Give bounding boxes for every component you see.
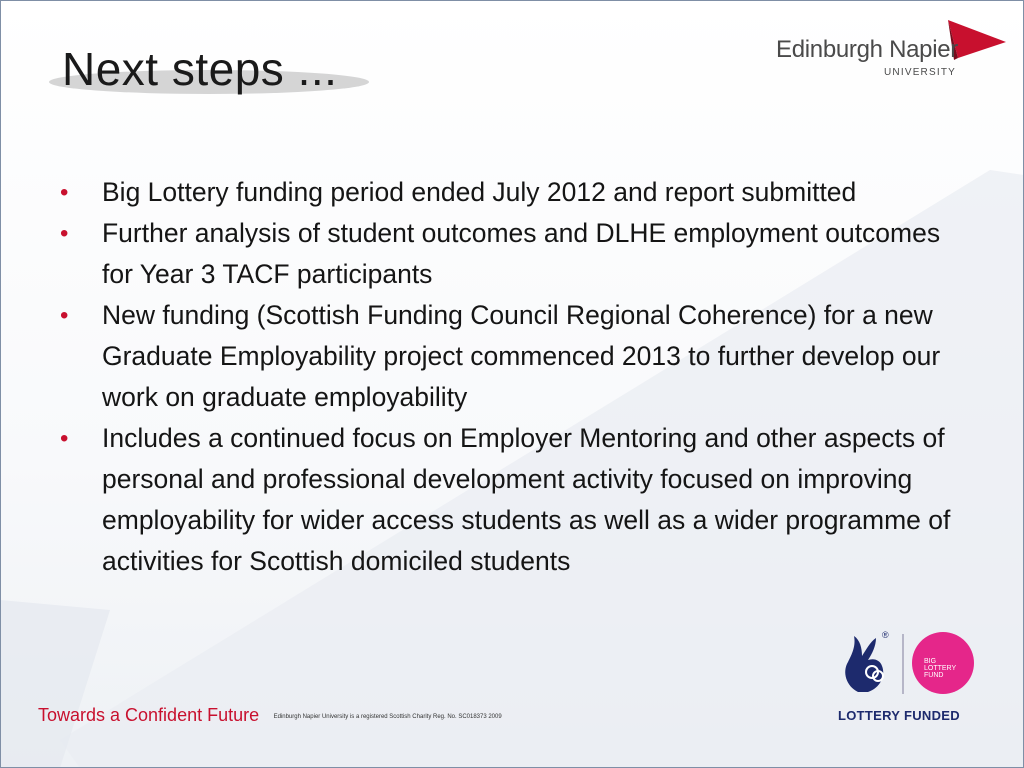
- footer: [38, 705, 502, 726]
- big-lottery-fund-text: [924, 658, 968, 679]
- fund-line-3: FUND: [924, 672, 944, 679]
- bullet-item: [58, 418, 978, 582]
- bullet-dot-icon: •: [60, 302, 69, 329]
- slide-title: Next steps ...: [62, 43, 338, 95]
- bullet-item: [58, 295, 978, 418]
- crossed-fingers-icon: [836, 628, 900, 698]
- bullet-text: Big Lottery funding period ended July 2012 and report submitted: [102, 177, 857, 207]
- university-logo: [772, 20, 1008, 90]
- registered-mark: ®: [882, 630, 889, 640]
- lottery-funded-logo: [836, 628, 986, 728]
- bullet-item: [58, 172, 978, 213]
- bullet-dot-icon: •: [60, 179, 69, 206]
- bullet-text: Includes a continued focus on Employer Mentoring and other aspects of personal and professional development activity focused on improving employability for wider access students as well as a wider programme of activities for Scottish domiciled students: [102, 423, 951, 576]
- bullet-dot-icon: •: [60, 425, 69, 452]
- logo-name: Edinburgh Napier: [776, 36, 958, 63]
- logo-subtitle: UNIVERSITY: [884, 67, 957, 78]
- bullet-dot-icon: •: [60, 220, 69, 247]
- bullet-item: [58, 213, 978, 295]
- bullet-text: Further analysis of student outcomes and DLHE employment outcomes for Year 3 TACF participants: [102, 218, 941, 289]
- fund-line-1: BIG: [924, 658, 937, 665]
- lottery-funded-label: LOTTERY FUNDED: [838, 708, 960, 723]
- fund-line-2: LOTTERY: [924, 665, 957, 672]
- lottery-divider: [902, 634, 904, 694]
- footer-tagline: Towards a Confident Future: [38, 705, 260, 725]
- footer-charity-note: Edinburgh Napier University is a registered Scottish Charity Reg. No. SC018373 2009: [273, 713, 502, 720]
- bullet-text: New funding (Scottish Funding Council Regional Coherence) for a new Graduate Employability project commenced 2013 to further develop our work on graduate employability: [102, 300, 941, 412]
- bullet-list: [58, 172, 978, 582]
